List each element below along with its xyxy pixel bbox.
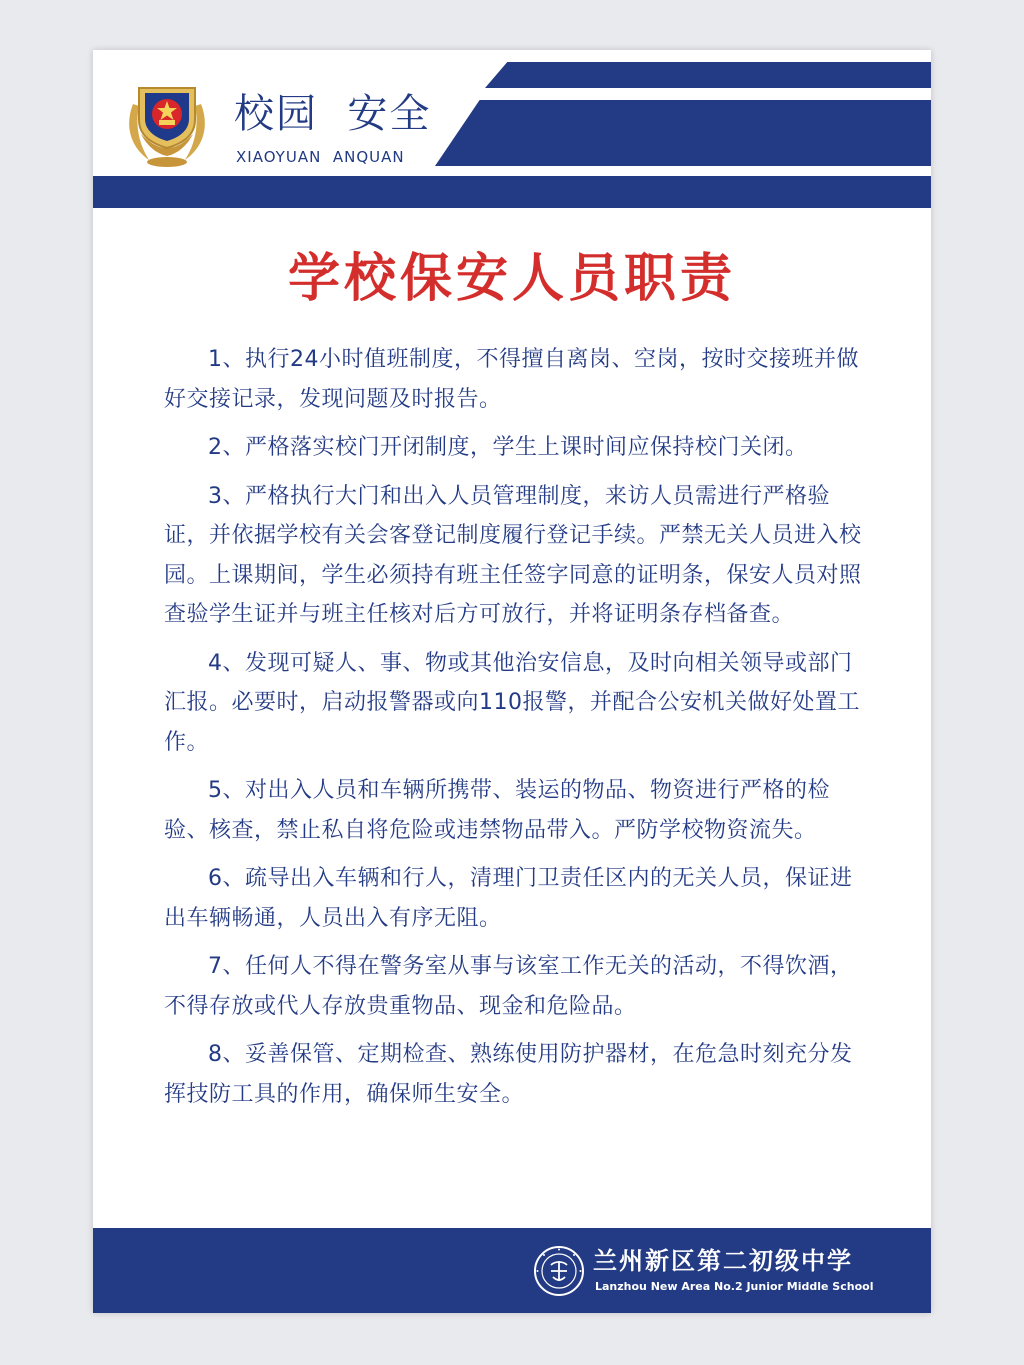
duties-list bbox=[164, 340, 864, 1123]
school-name-en: Lanzhou New Area No.2 Junior Middle School bbox=[595, 1280, 874, 1293]
school-name: 兰州新区第二初级中学 bbox=[593, 1247, 853, 1275]
header-stripe-middle bbox=[435, 100, 931, 166]
duty-item-5: 5、对出入人员和车辆所携带、装运的物品、物资进行严格的检验、核查，禁止私自将危险或违禁物品带入。严防学校物资流失。 bbox=[164, 778, 830, 843]
header-subtitle: XIAOYUAN ANQUAN bbox=[236, 148, 405, 166]
header-title: 校园 安全 bbox=[234, 91, 432, 137]
header-bar bbox=[93, 176, 931, 208]
page-title: 学校保安人员职责 bbox=[287, 249, 736, 309]
police-emblem-icon bbox=[121, 74, 213, 170]
header-stripe-top bbox=[485, 62, 931, 88]
duty-item-7: 7、任何人不得在警务室从事与该室工作无关的活动，不得饮酒，不得存放或代人存放贵重物品、现金和危险品。 bbox=[164, 954, 853, 1019]
duty-item-3: 3、严格执行大门和出入人员管理制度，来访人员需进行严格验证，并依据学校有关会客登记制度履行登记手续。严禁无关人员进入校园。上课期间，学生必须持有班主任签字同意的证明条，保安人员对照查验学生证并与班主任核对后方可放行，并将证明条存档备查。 bbox=[164, 483, 862, 627]
footer-bar bbox=[93, 1228, 931, 1313]
duty-item-6: 6、疏导出入车辆和行人，清理门卫责任区内的无关人员，保证进出车辆畅通，人员出入有序无阻。 bbox=[164, 866, 853, 931]
duty-item-8: 8、妥善保管、定期检查、熟练使用防护器材，在危急时刻充分发挥技防工具的作用，确保师生安全。 bbox=[164, 1042, 853, 1107]
school-logo-icon bbox=[533, 1245, 585, 1297]
poster bbox=[93, 50, 931, 1313]
duty-item-4: 4、发现可疑人、事、物或其他治安信息，及时向相关领导或部门汇报。必要时，启动报警器或向110报警，并配合公安机关做好处置工作。 bbox=[164, 650, 860, 755]
duty-item-2: 2、严格落实校门开闭制度，学生上课时间应保持校门关闭。 bbox=[208, 435, 808, 460]
duty-item-1: 1、执行24小时值班制度，不得擅自离岗、空岗，按时交接班并做好交接记录，发现问题及时报告。 bbox=[164, 347, 859, 412]
